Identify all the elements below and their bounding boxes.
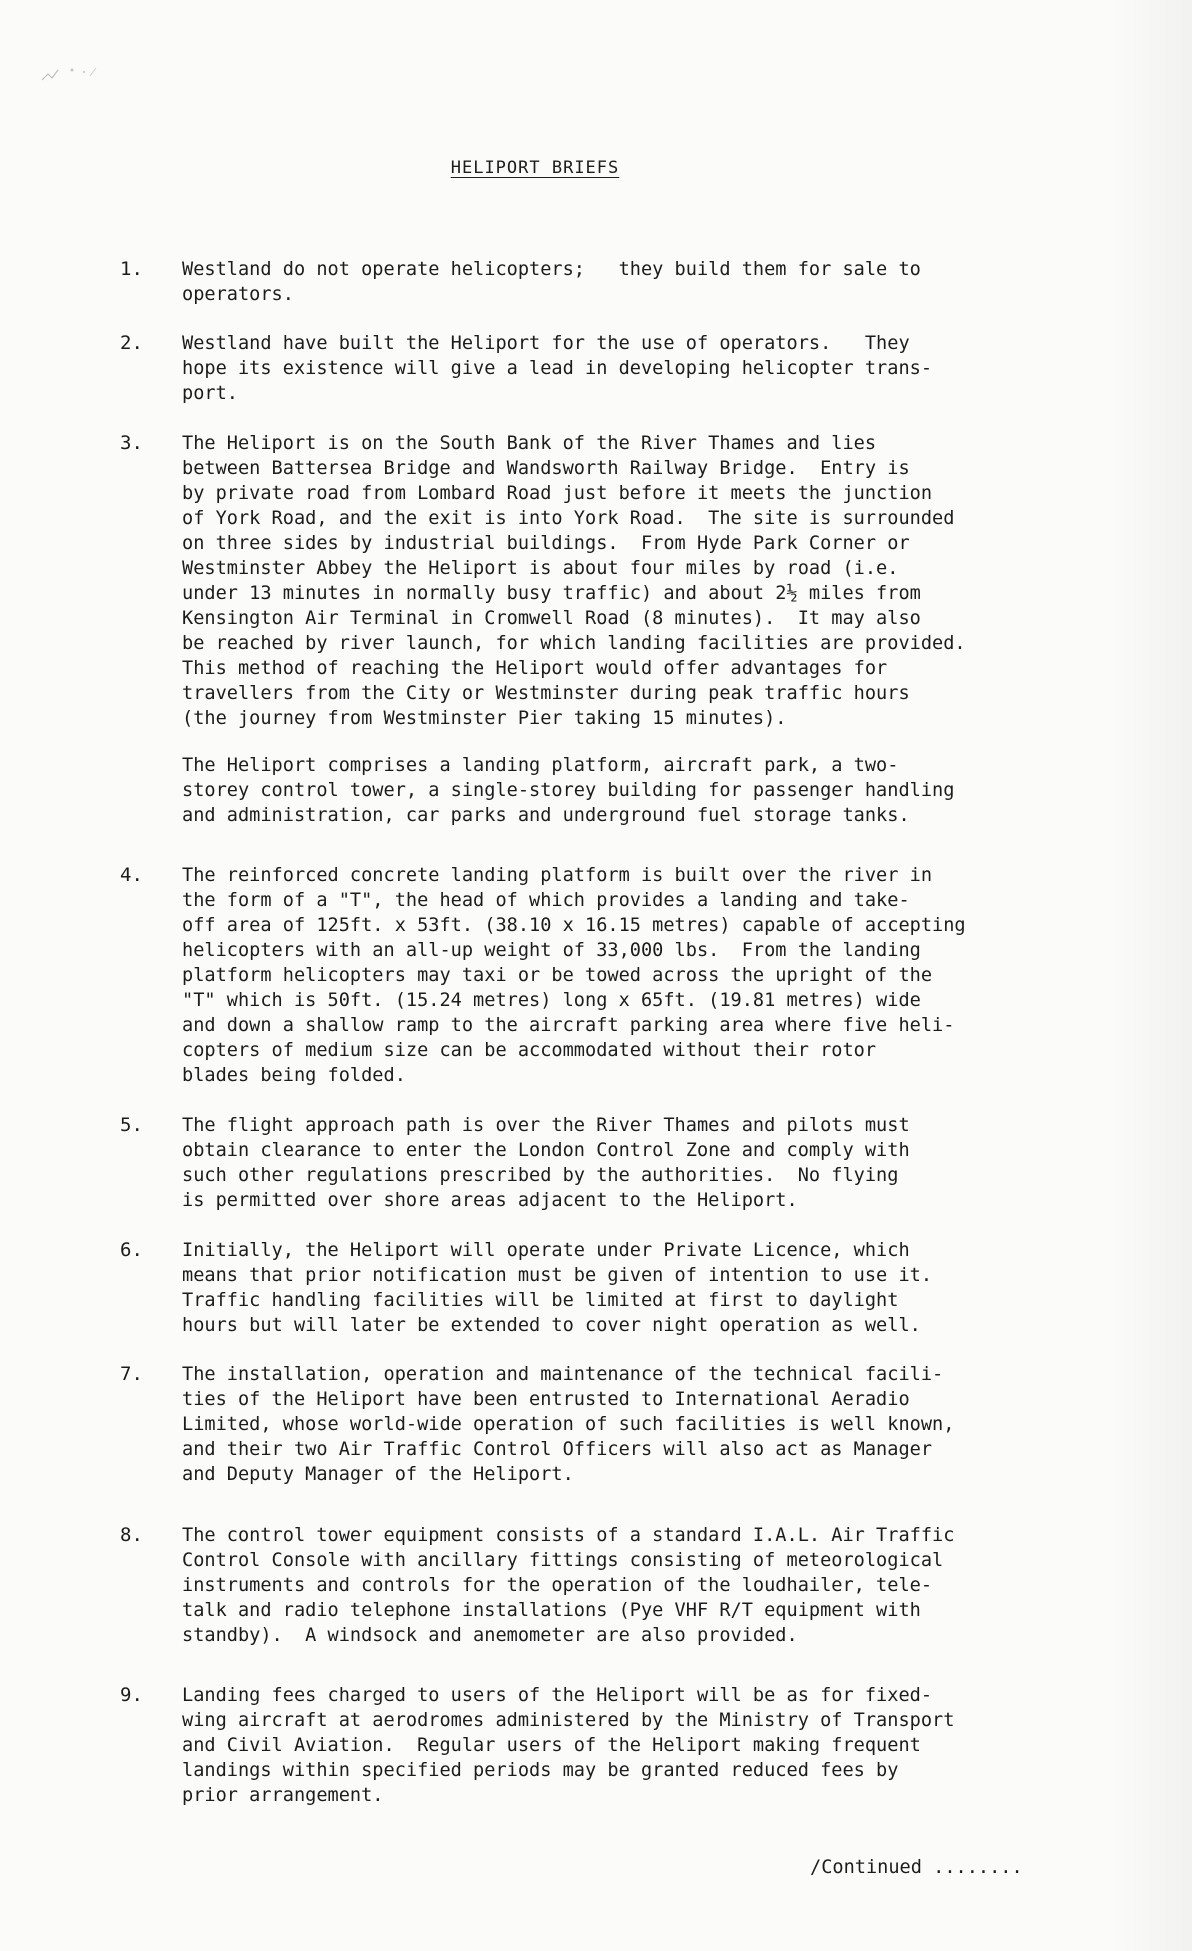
item-paragraph: The Heliport is on the South Bank of the River Thames and lies between Battersea Bridge and Wandsworth Railway Bridge. Entry is by private road from Lombard Road just before it meets the junction of York Road, and the exit is into York Road. The site is surrounded on three sides by industrial buildings. From Hyde Park Corner or Westminster Abbey the Heliport is about four miles by road (i.e. under 13 minutes in normally busy traffic) and about 2½ miles from Kensington Air Terminal in Cromwell Road (8 minutes). It may also be reached by river launch, for which landing facilities are provided. This method of reaching the Heliport would offer advantages for travellers from the City or Westminster during peak traffic hours (the journey from Westminster Pier taking 15 minutes). bbox=[182, 433, 966, 729]
item-number: 9. bbox=[120, 1684, 143, 1706]
item-number: 3. bbox=[120, 432, 143, 454]
item-number: 1. bbox=[120, 258, 143, 280]
item-number: 7. bbox=[120, 1363, 143, 1385]
item-paragraph: Westland have built the Heliport for the use of operators. They hope its existence will give a lead in developing helicopter trans- port. bbox=[182, 333, 933, 404]
item-paragraph: The installation, operation and maintenance of the technical facili- ties of the Heliport have been entrusted to International Aeradio Limited, whose world-wide operation of such facilities is well known, and their two Air Traffic Control Officers will also act as Manager and Deputy Manager of the Heliport. bbox=[182, 1364, 955, 1485]
document-title: HELIPORT BRIEFS bbox=[450, 158, 620, 178]
item-paragraph: The control tower equipment consists of a standard I.A.L. Air Traffic Control Console with ancillary fittings consisting of meteorological instruments and controls for the operation of the loudhailer, tele- talk and radio telephone installations (Pye VHF R/T equipment with standby). A windsock and anemometer are also provided. bbox=[182, 1525, 955, 1646]
item-paragraph: The flight approach path is over the River Thames and pilots must obtain clearance to enter the London Control Zone and comply with such other regulations prescribed by the authorities. No flying is permitted over shore areas adjacent to the Heliport. bbox=[182, 1115, 910, 1211]
item-number: 2. bbox=[120, 332, 143, 354]
page-edge-shadow bbox=[1112, 0, 1192, 1951]
item-paragraph: The Heliport comprises a landing platform, aircraft park, a two- storey control tower, a single-storey building for passenger handling and administration, car parks and underground fuel storage tanks. bbox=[182, 755, 955, 826]
item-paragraph: Initially, the Heliport will operate under Private Licence, which means that prior notification must be given of intention to use it. Traffic handling facilities will be limited at first to daylight hours but will later be extended to cover night operation as well. bbox=[182, 1240, 933, 1336]
item-number: 4. bbox=[120, 864, 143, 886]
item-paragraph: Landing fees charged to users of the Heliport will be as for fixed- wing aircraft at aerodromes administered by the Ministry of Transport and Civil Aviation. Regular users of the Heliport making frequent landings within specified periods may be granted reduced fees by prior arrangement. bbox=[182, 1685, 955, 1806]
smudge-mark bbox=[38, 58, 108, 88]
item-paragraph: Westland do not operate helicopters; they build them for sale to operators. bbox=[182, 259, 921, 305]
continued-note: /Continued ........ bbox=[810, 1857, 1023, 1878]
item-number: 5. bbox=[120, 1114, 143, 1136]
item-number: 6. bbox=[120, 1239, 143, 1261]
item-paragraph: The reinforced concrete landing platform is built over the river in the form of a "T", the head of which provides a landing and take- off area of 125ft. x 53ft. (38.10 x 16.15 metres) capable of accepting helicopters with an all-up weight of 33,000 lbs. From the landing platform helicopters may taxi or be towed across the upright of the "T" which is 50ft. (15.24 metres) long x 65ft. (19.81 metres) wide and down a shallow ramp to the aircraft parking area where five heli- copters of medium size can be accommodated without their rotor blades being folded. bbox=[182, 865, 966, 1086]
item-number: 8. bbox=[120, 1524, 143, 1546]
